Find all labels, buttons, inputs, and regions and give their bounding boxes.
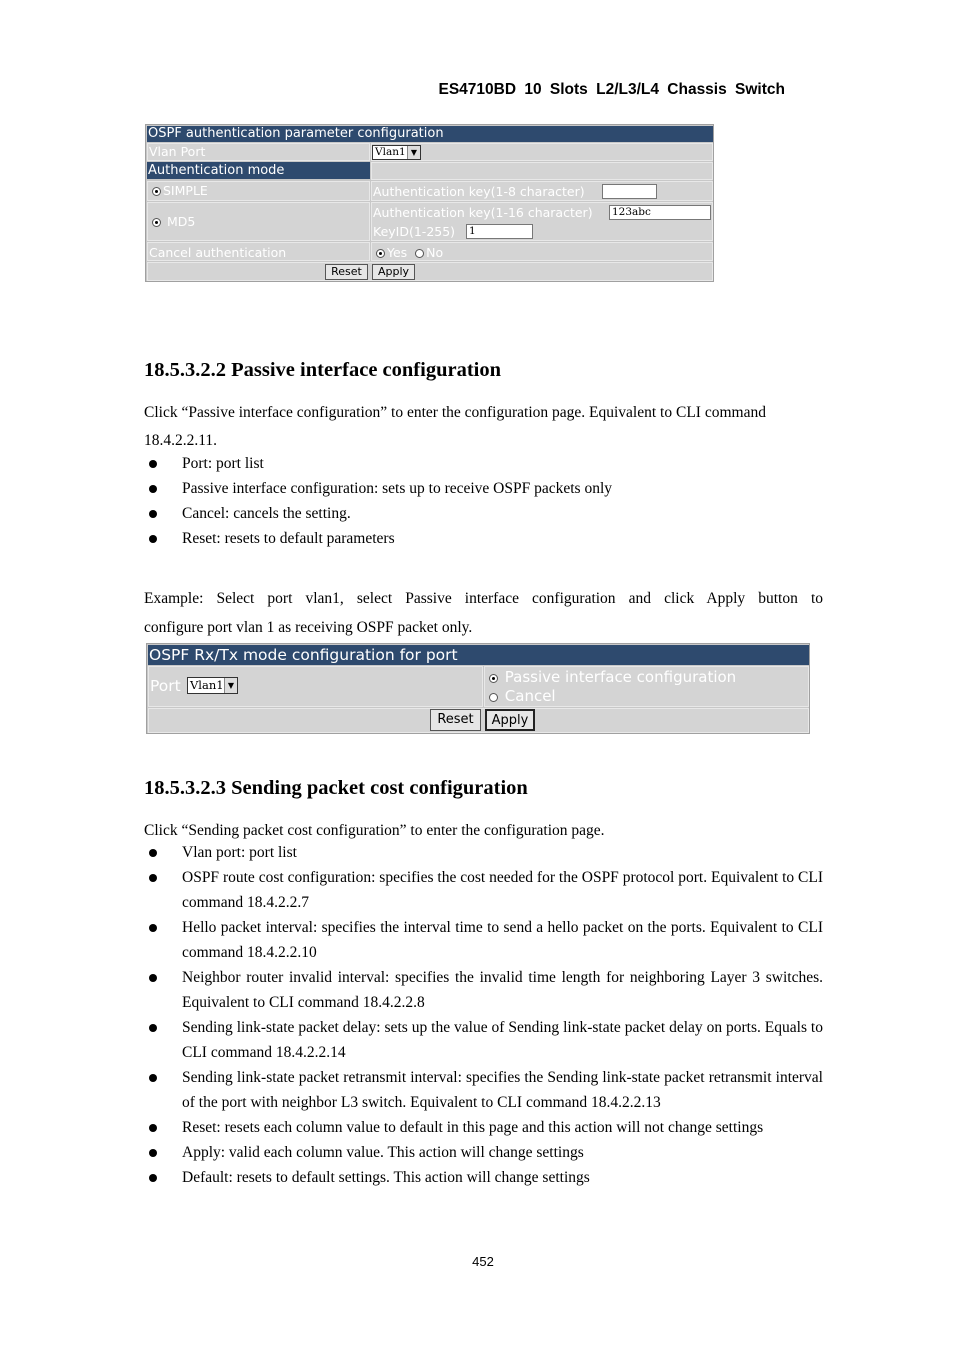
simple-key-cell [371,181,713,201]
reset-button[interactable]: Reset [325,264,368,280]
page-header: ES4710BD 10 Slots L2/L3/L4 Chassis Switch [438,81,785,98]
md5-radio[interactable] [152,218,161,227]
list-item-text: Passive interface configuration: sets up to receive OSPF packets only [182,480,613,497]
vlan-port-select-value: Vlan1 [375,146,406,158]
vlan-port-select[interactable] [372,145,421,160]
bullet-icon [149,1149,157,1157]
auth-mode-blank [371,162,713,180]
auth-mode-label: Authentication mode [147,162,370,179]
yes-label: Yes [387,245,408,260]
list-item-text: Neighbor router invalid interval: specifies the invalid time length for neighboring Layer 3 switches. Equivalent to CLI command 18.4.2.2.8 [182,969,823,1011]
apply-button[interactable]: Apply [372,264,415,280]
list-item-text: Reset: resets each column value to default in this page and this action will not change settings [182,1119,764,1136]
cancel-radio[interactable] [489,693,498,702]
port-label: Port [150,677,181,695]
cancel-label: Cancel [504,687,556,705]
passive-radio[interactable] [489,674,498,683]
md5-key-input[interactable]: 123abc [609,205,711,220]
intro-paragraph-passive [144,398,823,455]
section-heading-passive: 18.5.3.2.2 Passive interface configuration [144,359,501,381]
bullet-icon [149,485,157,493]
bullet-icon [149,974,157,982]
cancel-auth-options [371,242,713,261]
apply-button[interactable]: Apply [485,709,535,731]
keyid-label: KeyID(1-255) [373,224,456,239]
page-number: 452 [472,1254,494,1269]
bullet-icon [149,924,157,932]
no-radio[interactable] [415,249,424,258]
bullet-icon [149,1124,157,1132]
bullet-icon [149,460,157,468]
bullet-icon [149,535,157,543]
intro-line-2: 18.4.2.2.11. [144,432,218,449]
yes-radio[interactable] [376,249,385,258]
simple-radio[interactable] [152,187,161,196]
cancel-auth-label: Cancel authentication [147,242,370,261]
list-item-text: Default: resets to default settings. This action will change settings [182,1169,590,1186]
bullet-icon [149,849,157,857]
bullet-icon [149,1174,157,1182]
port-select-value: Vlan1 [190,678,224,692]
list-item-text: Port: port list [182,455,264,472]
example-paragraph [144,584,823,642]
bullet-icon [149,1024,157,1032]
chevron-down-icon: ▼ [407,146,420,159]
intro-line-1: Click “Passive interface configuration” to enter the configuration page. Equivalent to CLI command [144,404,766,421]
list-item-text: OSPF route cost configuration: specifies the cost needed for the OSPF protocol port. Equivalent to CLI command 18.4.2.2.7 [182,869,823,911]
list-item-text: Sending link-state packet delay: sets up the value of Sending link-state packet delay on ports. Equals to CLI command 18.4.2.2.14 [182,1019,823,1061]
panel-title: OSPF authentication parameter configuration [147,126,713,142]
button-row [147,262,713,281]
md5-key-label: Authentication key(1-16 character) [373,205,593,220]
bullet-icon [149,1074,157,1082]
md5-option-cell [147,202,370,241]
md5-label: MD5 [166,214,196,229]
intro-paragraph-cost: Click “Sending packet cost configuration” to enter the configuration page. [144,822,605,839]
no-label: No [426,245,444,260]
example-line-2: configure port vlan 1 as receiving OSPF packet only. [144,619,473,636]
vlan-port-cell [371,143,713,161]
section-heading-cost: 18.5.3.2.3 Sending packet cost configuration [144,777,528,799]
ospf-rxtx-panel [146,643,810,734]
bullet-icon [149,510,157,518]
passive-label: Passive interface configuration [504,668,737,686]
list-item-text: Vlan port: port list [182,844,297,861]
example-line-1: Example: Select port vlan1, select Passive interface configuration and click Apply button to [144,590,823,607]
list-item-text: Hello packet interval: specifies the interval time to send a hello packet on the ports. Equivalent to CLI command 18.4.2.2.10 [182,919,823,961]
simple-key-label: Authentication key(1-8 character) [373,184,585,199]
bullet-icon [149,874,157,882]
panel2-title: OSPF Rx/Tx mode configuration for port [148,645,809,665]
reset-button[interactable]: Reset [430,709,481,731]
cancel-option [489,687,556,706]
list-item-text: Sending link-state packet retransmit interval: specifies the Sending link-state packet retransmit interval of the port with neighbor L3 switch. Equivalent to CLI command 18.4.2.2.13 [182,1069,823,1111]
simple-option-cell [147,181,370,201]
port-select[interactable] [187,677,238,694]
passive-option [489,668,736,687]
simple-key-input[interactable] [602,184,657,199]
simple-label: SIMPLE [163,183,208,198]
chevron-down-icon: ▼ [224,678,237,693]
list-item-text: Cancel: cancels the setting. [182,505,351,522]
list-item-text: Reset: resets to default parameters [182,530,395,547]
vlan-port-label: Vlan Port [147,143,370,161]
mode-options-cell [484,666,809,707]
keyid-input[interactable]: 1 [466,224,533,239]
ospf-auth-panel [145,124,714,282]
list-item-text: Apply: valid each column value. This action will change settings [182,1144,584,1161]
